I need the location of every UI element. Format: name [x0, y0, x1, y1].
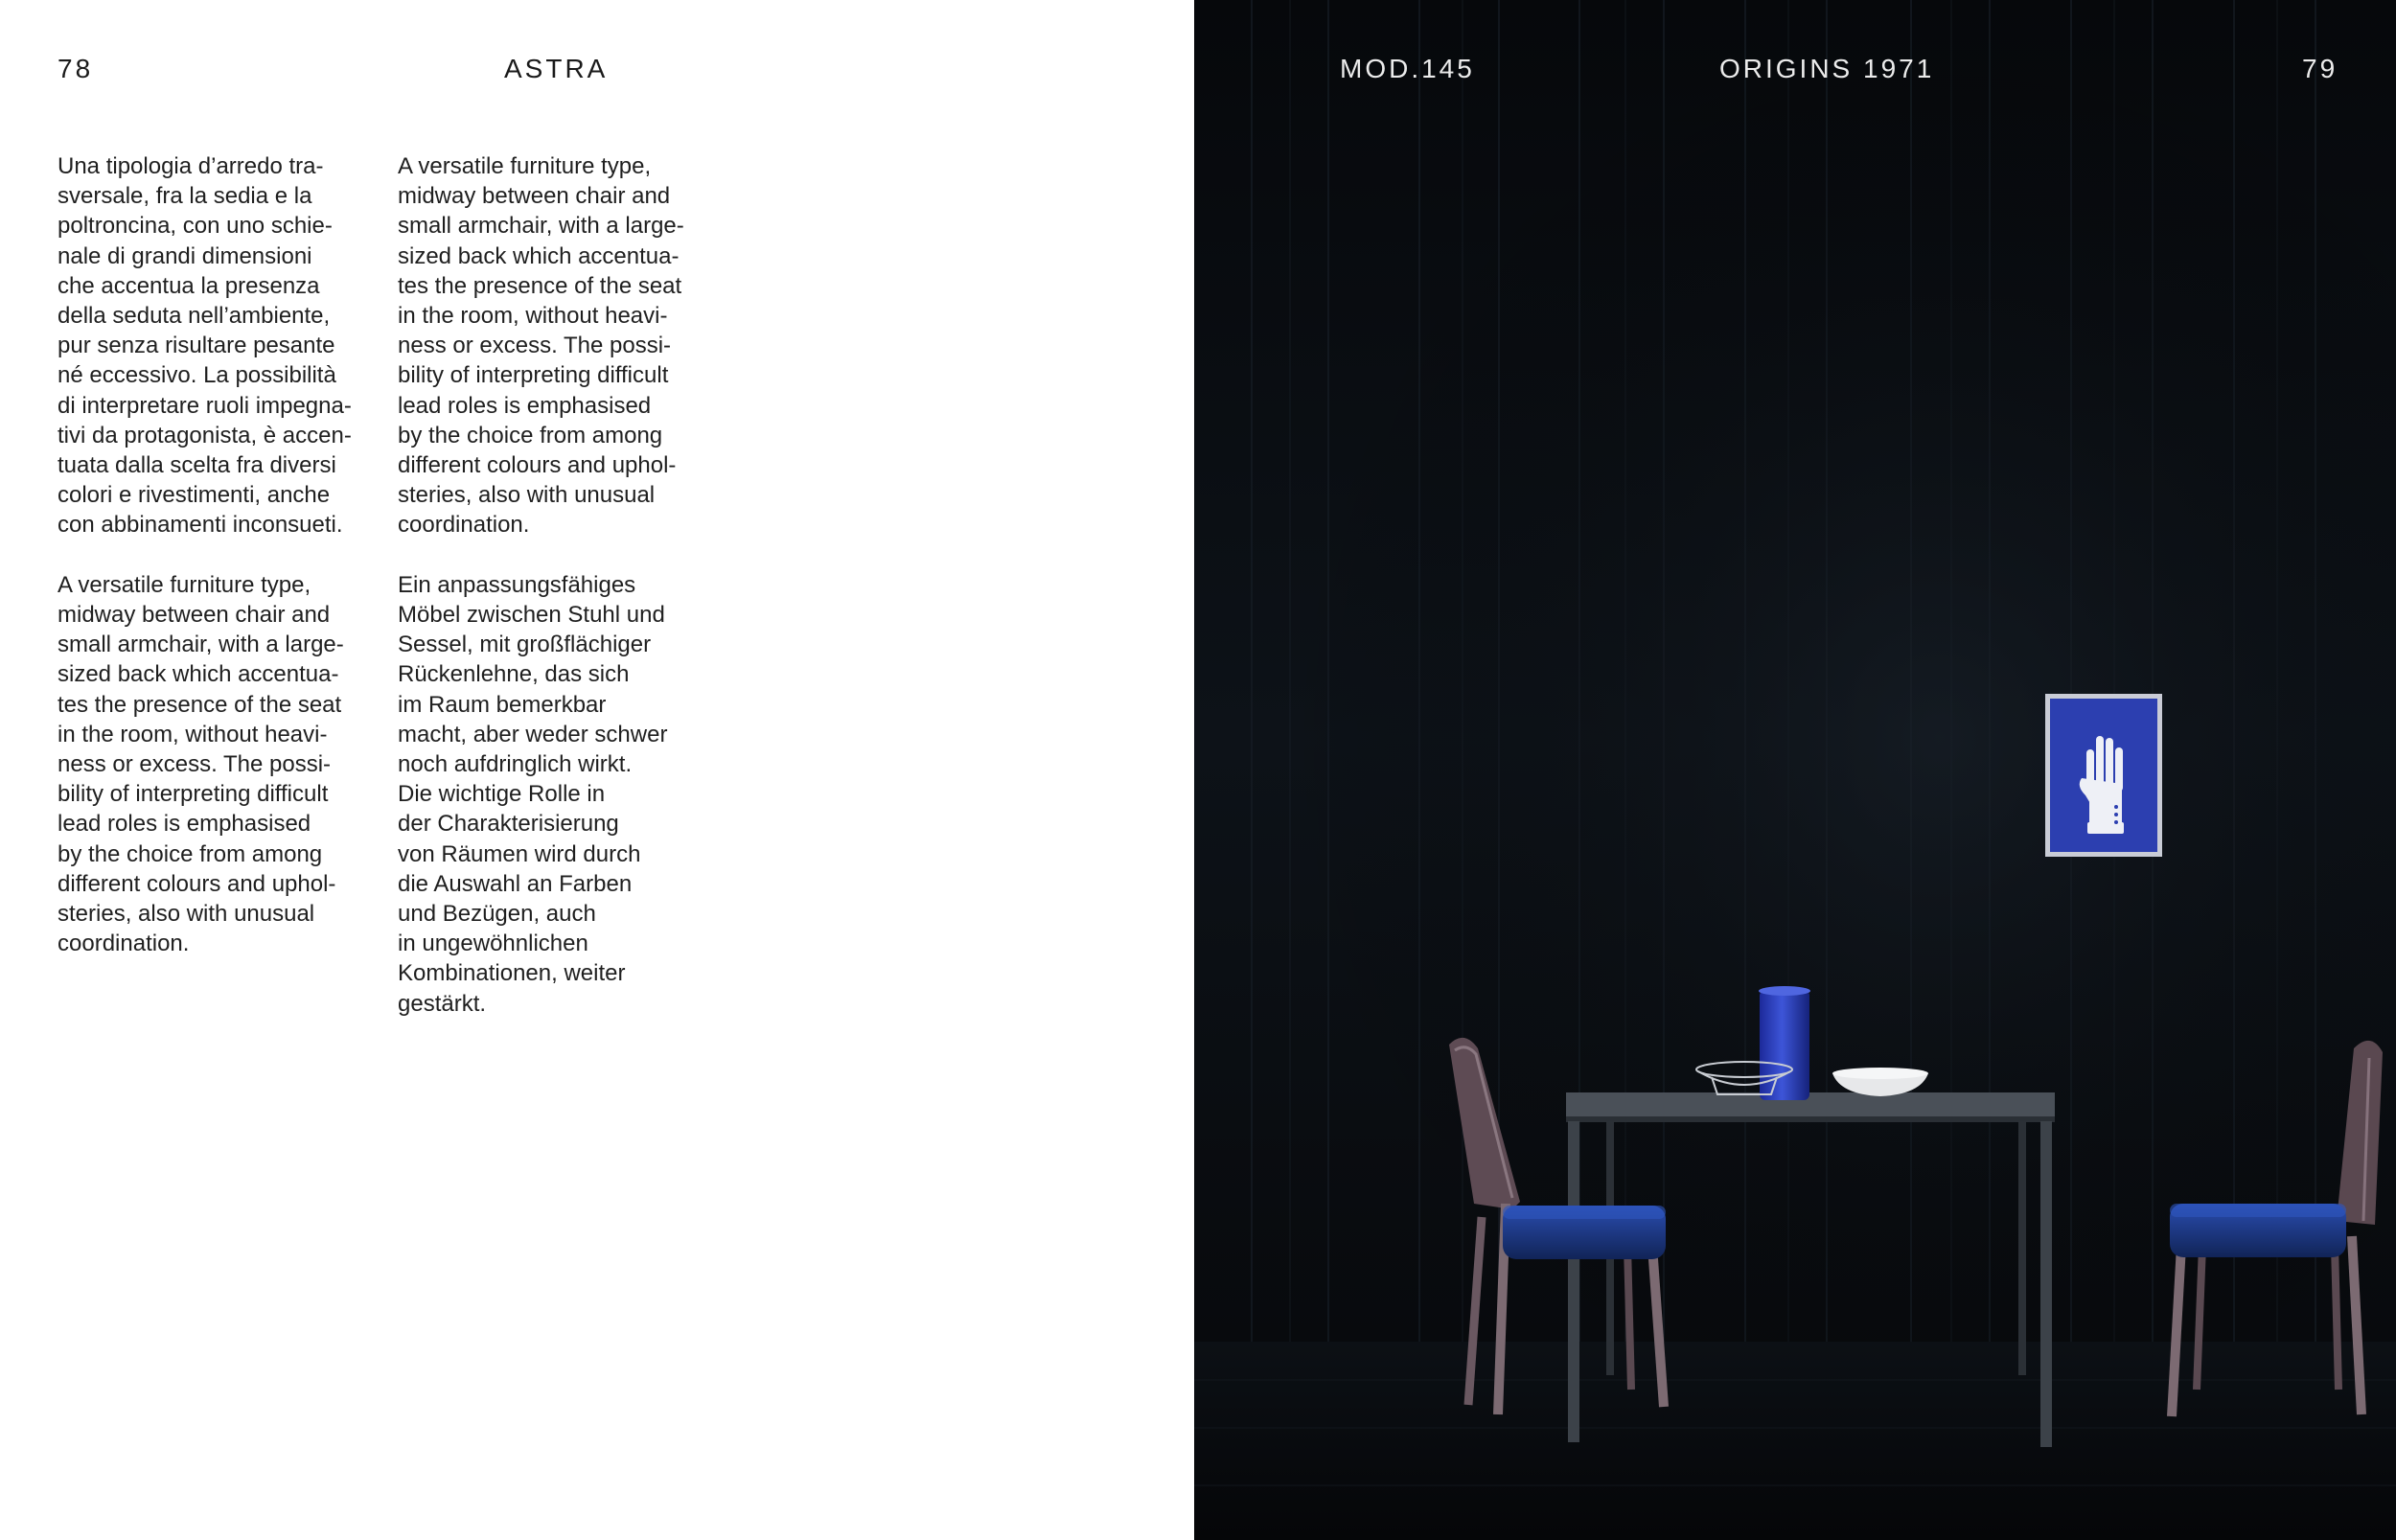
dining-scene-photo	[1194, 0, 2396, 1540]
right-page	[1194, 0, 2396, 1540]
left-page	[0, 0, 1194, 1540]
paragraph-english: A versatile furniture type, midway between chair and small armchair, with a large- sized back which accentua- tes the presence of the seat in the room, without heavi- ness or excess. The possi- bility of interpreting difficult lead roles is emphasised by the choice from among different colours and uphol- steries, also with unusual coordination.	[58, 571, 344, 957]
page-number-right: 79	[2302, 54, 2338, 83]
paragraph-italian: Una tipologia d’arredo tra- sversale, fra la sedia e la poltroncina, con uno schie- nale di grandi dimensioni che accentua la presenza della seduta nell’ambiente, pur senza risultare pesante né eccessivo. La possibilità di interpretare ruoli impegna- tivi da protagonista, è accen- tuata dalla scelta fra diversi colori e rivestimenti, anche con abbinamenti inconsueti.	[58, 153, 352, 539]
paragraph-english: A versatile furniture type, midway between chair and small armchair, with a large- sized back which accentua- tes the presence of the seat in the room, without heavi- ness or excess. The possi- bility of interpreting difficult lead roles is emphasised by the choice from among different colours and uphol- steries, also with unusual coordination.	[398, 153, 684, 539]
blue-vase	[1760, 990, 1809, 1100]
running-title: ASTRA	[504, 54, 609, 83]
paragraph-german: Ein anpassungsfähiges Möbel zwischen Stuhl und Sessel, mit großflächiger Rückenlehne, das sich im Raum bemerkbar macht, aber weder schwer noch aufdringlich wirkt. Die wichtige Rolle in der Charakterisierung von Räumen wird durch die Auswahl an Farben und Bezügen, auch in ungewöhnlichen Kombinationen, weiter gestärkt.	[398, 571, 668, 1017]
text-column-2	[398, 151, 714, 1048]
model-number: MOD.145	[1340, 54, 1475, 83]
text-column-1	[58, 151, 374, 989]
page-number-left: 78	[58, 54, 94, 83]
origins-label: ORIGINS 1971	[1719, 54, 1935, 83]
